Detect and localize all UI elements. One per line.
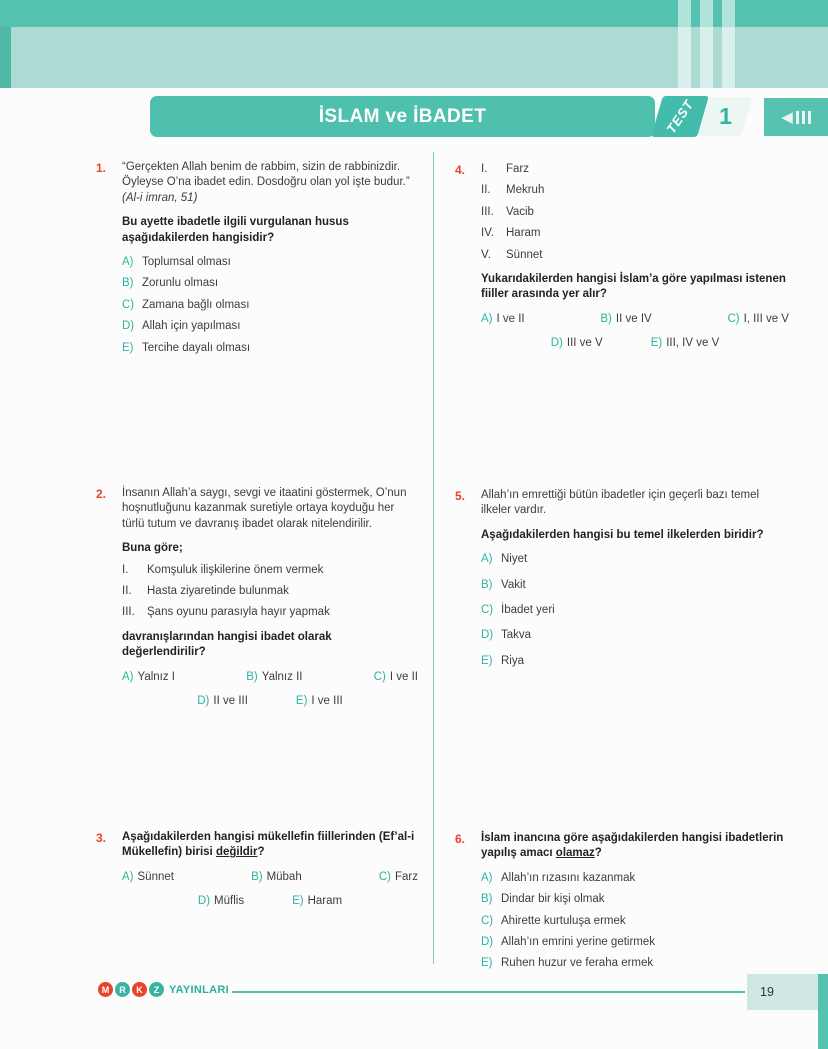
option-text: Ahirette kurtuluşa ermek [501,914,626,927]
title-bar [150,96,655,137]
options-list [122,255,418,356]
option-letter: B) [481,893,493,906]
option-text: Allah için yapılması [142,320,241,333]
options-list [481,552,789,669]
option-text: Yalnız II [261,670,303,683]
option-text: Müflis [214,895,245,908]
logo-circles [98,982,164,997]
question-stem [481,831,789,862]
answer-option [251,870,302,885]
logo-letter-icon: M [98,982,113,997]
answer-option [122,670,175,685]
roman-numeral: IV. [481,227,495,240]
page-number-box [747,974,818,1010]
option-text: Mübah [266,870,302,883]
quote-text: “Gerçekten Allah benim de rabbim, sizin de rabbinizdir. Öyleyse O’na ibadet edin. Dosdoğru olan yol işte budur.” [122,161,410,189]
publisher-logo [98,982,229,997]
roman-list [481,162,789,263]
rewind-bar-icon [796,111,799,124]
stripe [678,0,691,88]
roman-item [481,162,789,177]
option-letter: A) [122,670,134,683]
option-text: Tercihe dayalı olması [142,341,251,354]
option-letter: A) [481,312,493,325]
option-letter: C) [373,670,386,683]
option-text: İbadet yeri [501,604,555,617]
option-text: Takva [501,629,532,642]
option-text: III ve V [566,337,603,350]
option-text: I ve II [496,312,525,325]
option-letter: C) [122,298,135,311]
roman-numeral: III. [122,606,135,619]
options-row [122,694,418,709]
question-stem: Aşağıdakilerden hangisi bu temel ilkelerden biridir? [481,528,764,541]
rewind-bar-icon [802,111,805,124]
answer-option [481,892,789,907]
rewind-bar-icon [808,111,811,124]
option-text: Toplumsal olması [142,256,231,269]
question-stem: Yukarıdakilerden hangisi İslam’a göre yapılması istenen fiiller arasında yer alır? [481,273,786,301]
option-text: I ve III [311,695,343,708]
answer-option [481,654,789,669]
option-letter: E) [122,341,134,354]
option-text: Sünnet [137,870,174,883]
option-letter: D) [481,629,494,642]
publisher-name: YAYINLARI [169,983,229,996]
options-row [481,312,789,327]
question-1 [96,160,418,362]
option-text: Allah’ın emrini yerine getirmek [501,936,656,949]
question-number: 3. [96,831,107,845]
option-text: Zamana bağlı olması [142,298,250,311]
option-letter: D) [481,936,494,949]
option-letter: A) [122,256,134,269]
rewind-icon [764,98,828,136]
stem-pre: Aşağıdakilerden hangisi mükellefin fiillerinden (Ef’al-i Mükellefin) birisi [122,831,415,859]
question-quote [122,160,418,206]
answer-option [379,870,418,885]
logo-letter-icon: Z [149,982,164,997]
roman-item [481,226,789,241]
answer-option [197,694,248,709]
option-letter: C) [378,870,391,883]
roman-item [481,183,789,198]
option-letter: A) [481,553,493,566]
option-text: Riya [501,654,525,667]
item-text: Mekruh [506,184,545,197]
stem-post: ? [257,846,265,859]
item-text: Komşuluk ilişkilerine önem vermek [147,563,324,576]
option-text: Ruhen huzur ve feraha ermek [501,957,654,970]
option-letter: C) [481,914,494,927]
roman-item [481,205,789,220]
answer-option [481,871,789,886]
question-2 [96,486,418,709]
option-letter: B) [481,578,493,591]
option-letter: B) [122,277,134,290]
footer-rule [232,991,745,993]
option-text: II ve IV [615,312,652,325]
question-number: 6. [455,832,466,846]
question-5 [455,488,789,679]
roman-list [122,563,418,621]
option-letter: D) [197,895,211,908]
option-text: Niyet [501,553,528,566]
stem-underlined: olamaz [555,847,595,860]
option-text: Haram [307,895,343,908]
item-text: Hasta ziyaretinde bulunmak [147,585,289,598]
option-letter: D) [197,695,210,708]
options-row [122,870,418,885]
option-letter: E) [481,654,493,667]
option-text: I ve II [389,670,418,683]
roman-numeral: II. [481,184,491,197]
stem-pre: İslam inancına göre aşağıdakilerden hangisi ibadetlerin yapılış amacı [481,832,784,860]
question-intro: Allah’ın emrettiği bütün ibadetler için geçerli bazı temel ilkeler vardır. [481,489,760,517]
item-text: Şans oyunu parasıyla hayır yapmak [147,606,330,619]
options-row [122,670,418,685]
question-intro: İnsanın Allah’a saygı, sevgi ve itaatini göstermek, O’nun hoşnutluğunu kazanmak suretiyle ortaya koyduğu her türlü tutum ve davranış ibadet olarak nitelendirilir. [122,487,407,530]
options-row [122,894,418,909]
option-letter: E) [295,695,308,708]
option-letter: E) [650,337,663,350]
answer-option [122,298,418,313]
answer-option [198,894,244,909]
question-stem: davranışlarından hangisi ibadet olarak değerlendirilir? [122,630,332,659]
answer-option [374,670,418,685]
answer-option [551,336,603,351]
answer-option [122,276,418,291]
roman-item [122,563,418,578]
rewind-triangle-icon: ◀ [781,108,793,126]
option-letter: B) [251,870,263,883]
answer-option [122,341,418,356]
option-letter: A) [481,871,493,884]
option-letter: B) [600,312,612,325]
answer-option [651,336,720,351]
column-divider [433,152,434,964]
roman-numeral: III. [481,205,494,218]
header-stripes [678,0,748,88]
roman-item [122,605,418,620]
roman-item [481,248,789,263]
option-text: Vakit [501,578,526,591]
option-letter: E) [481,957,493,970]
answer-option [296,694,343,709]
question-lead: Buna göre; [122,542,183,555]
answer-option [481,935,789,950]
answer-option [481,603,789,618]
question-stem: Bu ayette ibadetle ilgili vurgulanan husus aşağıdakilerden hangisidir? [122,216,349,244]
answer-option [122,870,174,885]
question-6 [455,831,789,978]
stem-post: ? [594,847,602,860]
options-list [481,871,789,972]
answer-option [481,552,789,567]
answer-option [481,914,789,929]
page-title: İSLAM ve İBADET [318,105,487,127]
option-text: Zorunlu olması [142,277,219,290]
test-number: 1 [719,103,732,129]
right-edge-strip [818,974,828,1049]
roman-numeral: I. [122,563,129,576]
test-number-box [698,97,752,136]
answer-option [481,312,525,327]
answer-option [292,894,342,909]
option-letter: D) [122,320,135,333]
question-stem [122,830,418,861]
question-number: 5. [455,489,466,503]
options-row [481,336,789,351]
item-text: Sünnet [506,248,543,261]
roman-numeral: I. [481,163,488,175]
answer-option [600,312,651,327]
option-letter: C) [727,312,740,325]
option-text: II ve III [213,695,248,708]
page-number: 19 [760,985,774,999]
option-text: Allah’ın rızasını kazanmak [501,871,636,884]
answer-option [481,578,789,593]
answer-option [481,956,789,971]
roman-numeral: V. [481,248,491,261]
option-letter: B) [246,670,258,683]
stripe [722,0,735,88]
option-letter: D) [550,337,563,350]
logo-letter-icon: K [132,982,147,997]
option-text: I, III ve V [743,312,789,325]
roman-item [122,584,418,599]
item-text: Haram [506,227,541,240]
logo-letter-icon: R [115,982,130,997]
left-accent-strip [0,27,11,88]
option-letter: A) [122,870,134,883]
question-3 [96,830,418,910]
stem-underlined: değildir [215,846,258,859]
item-text: Farz [506,163,529,175]
option-text: Dindar bir kişi olmak [501,893,605,906]
stripe [700,0,713,88]
answer-option [727,312,789,327]
answer-option [481,628,789,643]
answer-option [122,255,418,270]
roman-numeral: II. [122,585,132,598]
answer-option [122,319,418,334]
question-4 [455,162,789,352]
option-letter: C) [481,604,494,617]
answer-option [246,670,302,685]
item-text: Vacib [506,205,534,218]
question-number: 4. [455,163,466,177]
quote-source: (Al-i imran, 51) [122,191,198,204]
option-letter: E) [292,895,304,908]
question-number: 1. [96,161,107,175]
option-text: Farz [394,870,418,883]
option-text: III, IV ve V [666,337,720,350]
question-number: 2. [96,487,107,501]
option-text: Yalnız I [137,670,175,683]
test-label: TEST [663,96,697,137]
